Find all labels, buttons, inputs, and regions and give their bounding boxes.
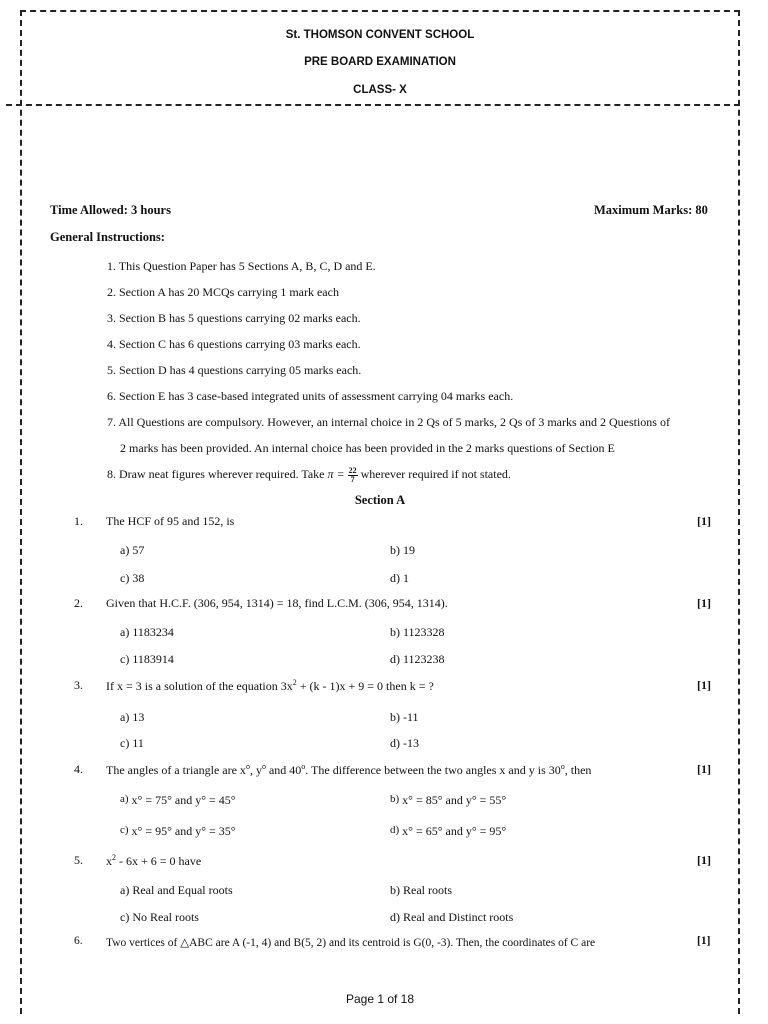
question-number: 1. [74, 514, 83, 528]
option-b[interactable]: b) 1123328 [390, 625, 445, 639]
option-c[interactable]: c) x° = 95° and y° = 35° [120, 824, 236, 838]
question-number: 5. [74, 853, 83, 867]
question-marks: [1] [697, 514, 711, 528]
question-marks: [1] [697, 853, 711, 867]
instruction-item: 4. Section C has 6 questions carrying 03 marks each. [107, 337, 361, 351]
option-d[interactable]: d) 1123238 [390, 652, 445, 666]
option-a[interactable]: a) 57 [120, 543, 145, 557]
option-b[interactable]: b) -11 [390, 710, 419, 724]
option-d[interactable]: d) 1 [390, 571, 409, 585]
option-c[interactable]: c) No Real roots [120, 910, 199, 924]
option-b[interactable]: b) Real roots [390, 883, 452, 897]
page-border-top [20, 10, 740, 12]
exam-title: PRE BOARD EXAMINATION [304, 56, 456, 68]
option-a[interactable]: a) 13 [120, 710, 145, 724]
instruction-item-8 [107, 461, 717, 487]
question-marks: [1] [697, 762, 711, 776]
question-text: The angles of a triangle are $x^o$, $y^o$ and 40$^o$. The difference between the two angles x and y is 30$^o$, then [106, 762, 592, 777]
header-divider [6, 104, 740, 106]
fraction-denominator: 7 [350, 474, 355, 484]
option-b[interactable]: b) x° = 85° and y° = 55° [390, 793, 507, 807]
question-text: The HCF of 95 and 152, is [106, 514, 235, 528]
option-c[interactable]: c) 11 [120, 736, 144, 750]
instructions-list [107, 253, 717, 487]
page-number: Page 1 of 18 [345, 992, 415, 1006]
pi-fraction [348, 467, 358, 484]
instruction-8-text: 8. Draw neat figures wherever required. Take [107, 467, 328, 481]
pi-symbol: π = [327, 467, 348, 481]
question-marks: [1] [697, 678, 711, 692]
general-instructions-heading: General Instructions: [50, 230, 165, 244]
question-text: Given that H.C.F. (306, 954, 1314) = 18, find L.C.M. (306, 954, 1314). [106, 596, 448, 610]
page-border-right [738, 10, 740, 1014]
instruction-item: 7. All Questions are compulsory. However, an internal choice in 2 Qs of 5 marks, 2 Qs of 3 marks and 2 Questions of [107, 415, 670, 429]
question-number: 4. [74, 762, 83, 776]
question-marks: [1] [697, 596, 711, 610]
question-number: 6. [74, 935, 83, 947]
instruction-8-tail: wherever required if not stated. [357, 467, 511, 481]
option-d[interactable]: d) x° = 65° and y° = 95° [390, 824, 507, 838]
option-a[interactable]: a) 1183234 [120, 625, 174, 639]
instruction-item: 5. Section D has 4 questions carrying 05 marks each. [107, 363, 362, 377]
question-text: $x^2 - 6x + 6 = 0$ have [106, 853, 202, 868]
option-d[interactable]: d) Real and Distinct roots [390, 910, 514, 924]
page-border-left [20, 10, 22, 1014]
instruction-item: 1. This Question Paper has 5 Sections A, B, C, D and E. [107, 259, 376, 273]
time-allowed: Time Allowed: 3 hours [50, 203, 171, 217]
school-name: St. THOMSON CONVENT SCHOOL [285, 29, 475, 41]
option-c[interactable]: c) 38 [120, 571, 145, 585]
question-number: 3. [74, 678, 83, 692]
instruction-item-continued: 2 marks has been provided. An internal choice has been provided in the 2 marks questions of Section E [120, 441, 615, 455]
question-text: If x = 3 is a solution of the equation $3x^2 + (k - 1)x + 9 = 0$ then k = ? [106, 678, 434, 693]
option-a[interactable]: a) Real and Equal roots [120, 883, 233, 897]
option-a[interactable]: a) x° = 75° and y° = 45° [120, 793, 236, 807]
fraction-numerator: 22 [348, 465, 357, 475]
triangle-symbol: △ [180, 935, 190, 949]
question-number: 2. [74, 596, 83, 610]
maximum-marks: Maximum Marks: 80 [594, 203, 708, 217]
question-text: Two vertices of △ABC are A (-1, 4) and B(5, 2) and its centroid is G(0, -3). Then, the coordinates of C are [106, 935, 596, 949]
option-c[interactable]: c) 1183914 [120, 652, 174, 666]
instruction-item: 3. Section B has 5 questions carrying 02 marks each. [107, 311, 361, 325]
option-d[interactable]: d) -13 [390, 736, 419, 750]
class-label: CLASS- X [353, 84, 407, 96]
instruction-item: 2. Section A has 20 MCQs carrying 1 mark each [107, 285, 339, 299]
question-marks: [1] [697, 935, 711, 947]
section-a-title: Section A [354, 493, 406, 507]
instruction-item: 6. Section E has 3 case-based integrated units of assessment carrying 04 marks each. [107, 389, 514, 403]
option-b[interactable]: b) 19 [390, 543, 415, 557]
